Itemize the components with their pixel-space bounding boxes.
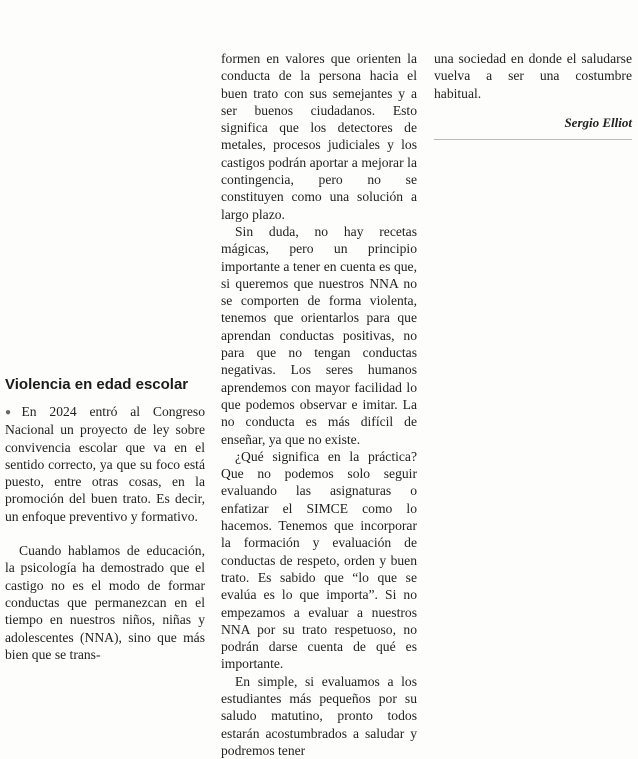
paragraph: Sin duda, no hay recetas mágicas, pero un principio importante a tener en cuenta es que, si queremos que nuestros NNA no se comporten de forma violenta, tenemos que orientarlos para que aprendan conductas positivas, no para que no tengan conductas negativas. Los seres humanos aprendemos con mayor facilidad lo que podemos observar e imitar. La no conducta es más difícil de enseñar, ya que no existe. — [221, 223, 417, 447]
paragraph: En simple, si evaluamos a los estudiantes más pequeños por su saludo matutino, pronto todos estarán acostumbrados a saludar y podremos tener — [221, 673, 417, 758]
article-column-3 — [434, 50, 632, 140]
paragraph: formen en valores que orienten la conducta de la persona hacia el buen trato con sus semejantes y a ser buenos ciudadanos. Esto significa que los detectores de metales, procesos judiciales y los castigos podrán aportar a mejorar la contingencia, pero no se constituyen como una solución a largo plazo. — [221, 51, 417, 222]
bullet-icon: ● — [5, 407, 21, 418]
paragraph — [5, 403, 205, 525]
author-signature: Sergio Elliot — [564, 114, 632, 130]
paragraph: una sociedad en donde el saludarse vuelva a ser una costumbre habitual. — [434, 51, 632, 101]
divider — [434, 139, 632, 140]
article-column-1 — [5, 376, 205, 663]
paragraph-text: En 2024 entró al Congreso Nacional un proyecto de ley sobre convivencia escolar que va en el sentido correcto, ya que su foco está puesto, entre otras cosas, en la promoción del buen trato. Es decir, un enfoque preventivo y formativo. — [5, 404, 205, 524]
article-headline: Violencia en edad escolar — [5, 376, 189, 393]
paragraph: Cuando hablamos de educación, la psicología ha demostrado que el castigo no es el modo de formar conductas que permanezcan en el tiempo en nuestros niños, niñas y adolescentes (NNA), sino que más bien que se trans- — [5, 543, 205, 662]
article-column-2 — [221, 50, 417, 759]
paragraph: ¿Qué significa en la práctica? Que no podemos solo seguir evaluando las asignaturas o enfatizar el SIMCE como lo hacemos. Tenemos que incorporar la formación y evaluación de conductas de respeto, orden y buen trato. Es sabido que “lo que se evalúa es lo que importa”. Si no empezamos a evaluar a nuestros NNA por su trato respetuoso, no podrán darse cuenta de qué es importante. — [221, 448, 417, 672]
